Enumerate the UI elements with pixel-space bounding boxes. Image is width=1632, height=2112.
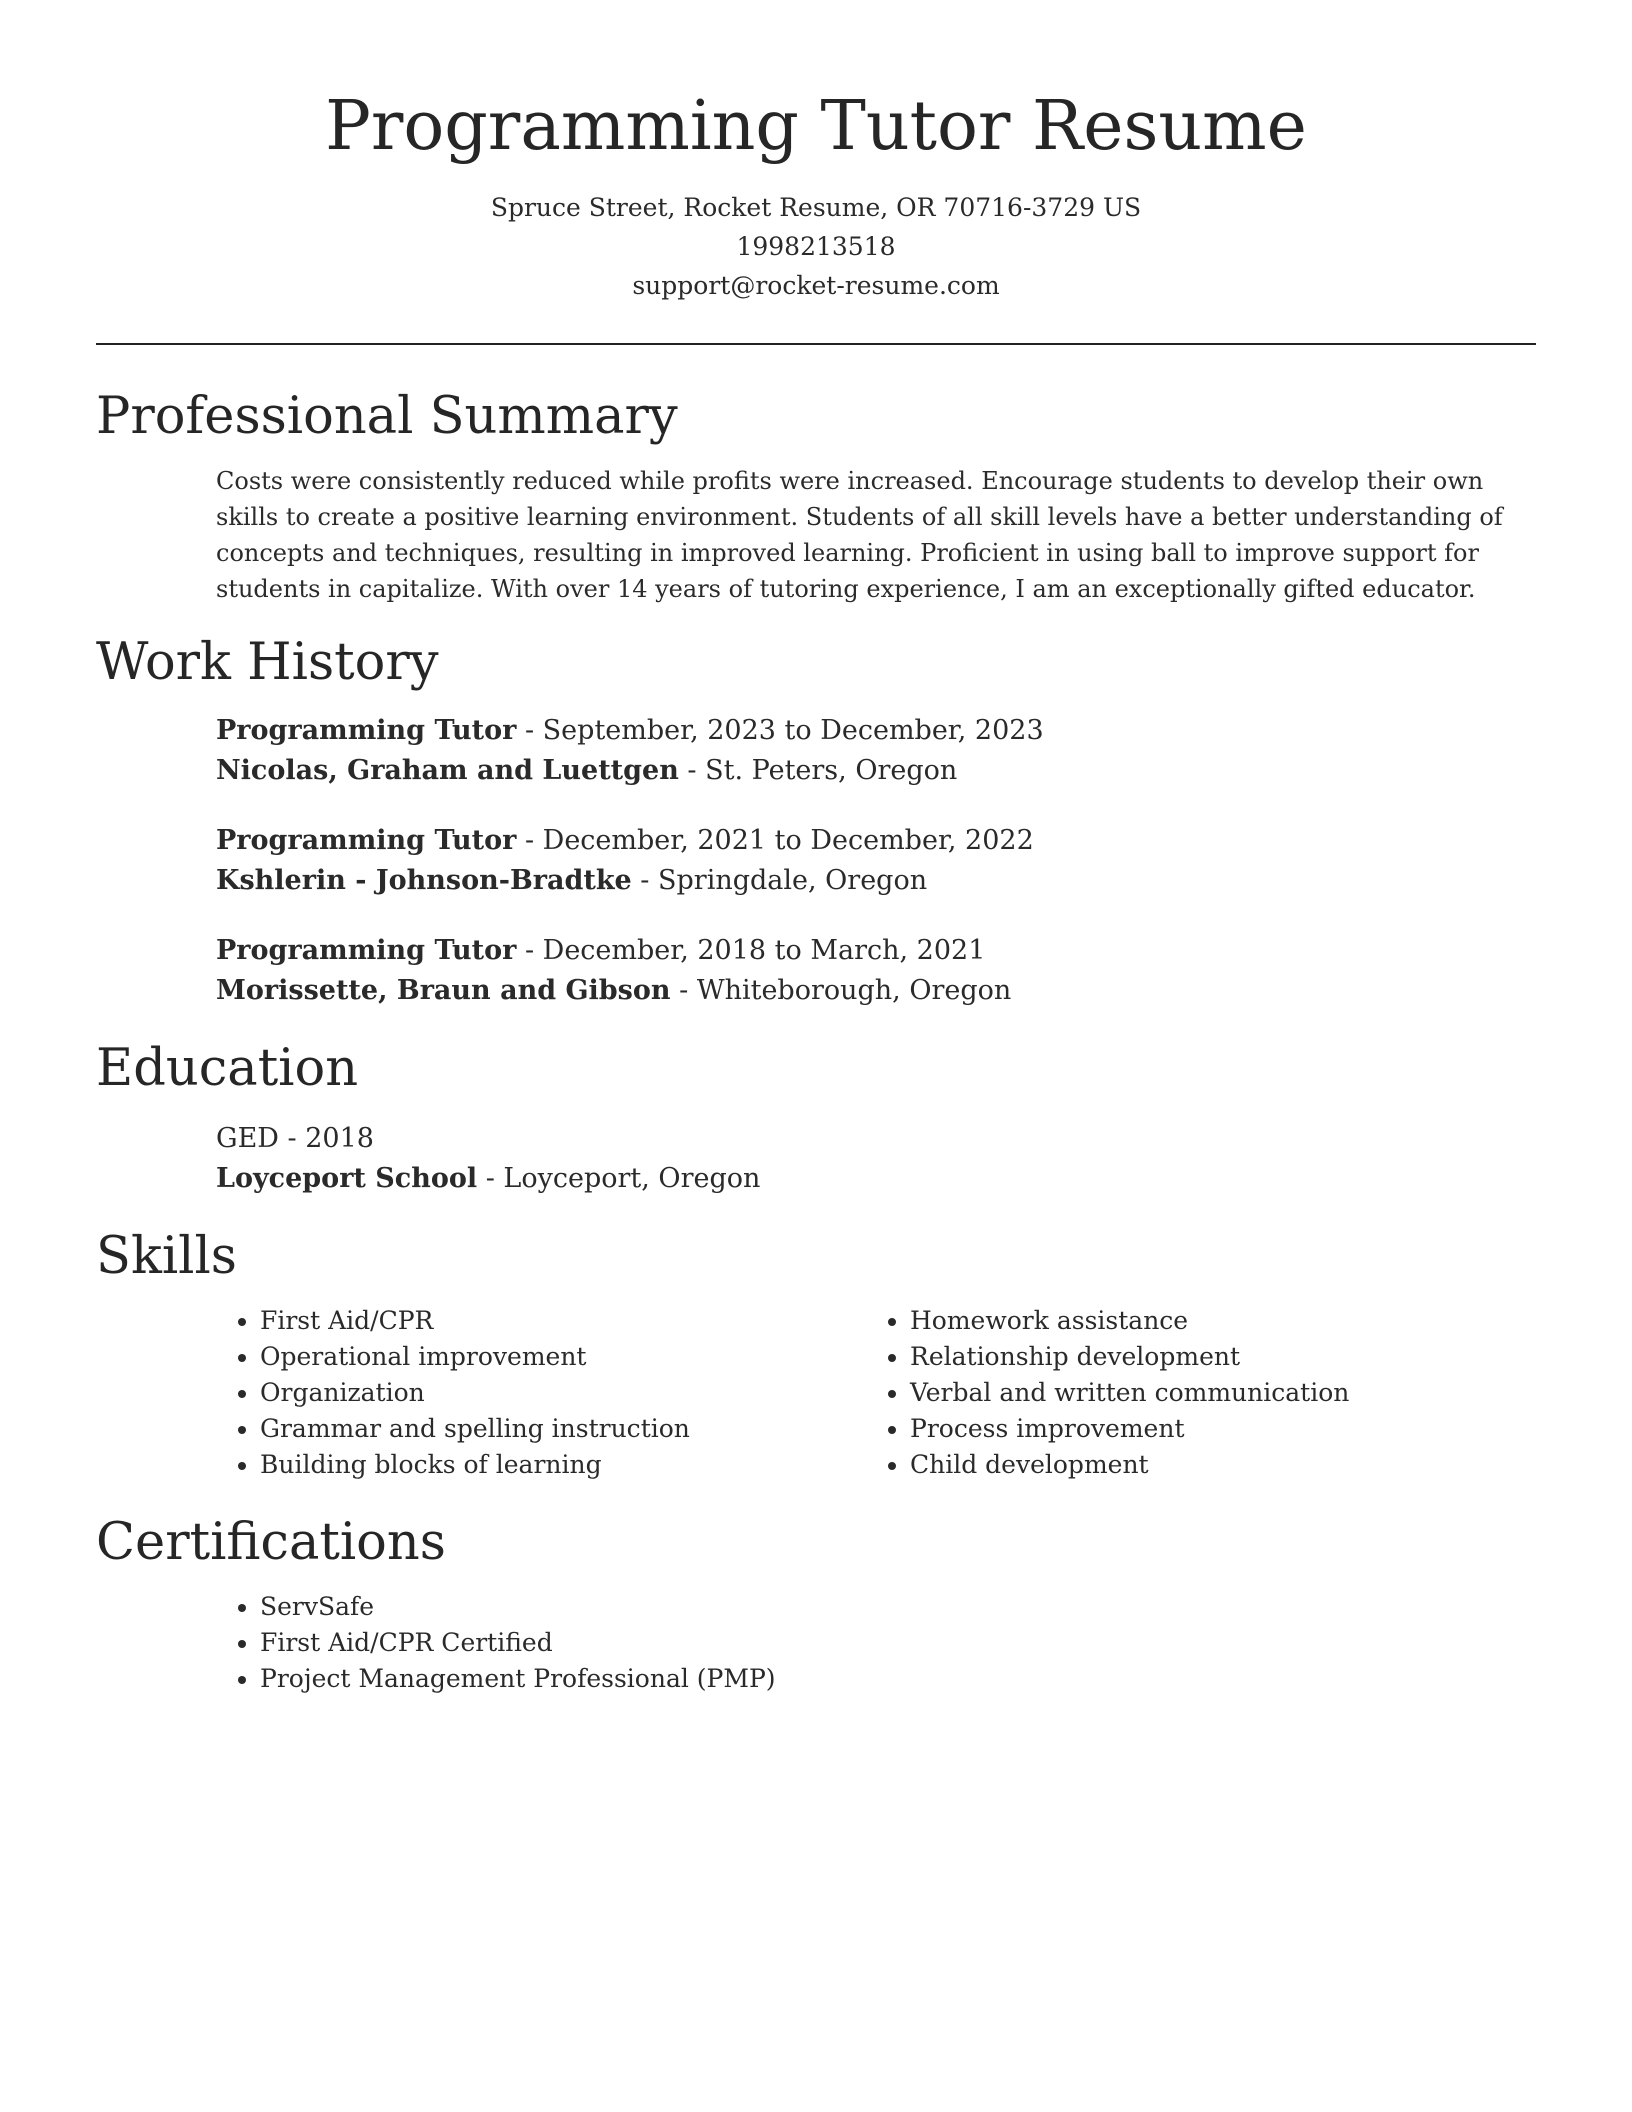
job-company: Nicolas, Graham and Luettgen [216,755,679,786]
skill-item: • Homework assistance [910,1303,1516,1339]
header-divider [96,343,1536,345]
job-company: Morissette, Braun and Gibson [216,975,671,1006]
job-dates: - December, 2018 to March, 2021 [516,935,986,966]
summary-text: Costs were consistently reduced while profits were increased. Encourage students to develop their own skills to create a positive learning environment. Students of all skill levels have a better understanding of concepts and techniques, resulting in improved learning. Proficient in using ball to improve support for students in capitalize. With over 14 years of tutoring experience, I am an exceptionally gifted educator. [216,467,1503,603]
summary-heading: Professional Summary [96,387,678,446]
certification-item: • First Aid/CPR Certified [260,1625,1536,1661]
education-entry [216,1119,1536,1199]
skill-item: • Building blocks of learning [260,1447,866,1483]
education-location: - Loyceport, Oregon [477,1163,761,1194]
contact-info [96,188,1536,305]
skill-item: • Relationship development [910,1339,1516,1375]
education-school-line [216,1159,1536,1199]
education-school: Loyceport School [216,1163,478,1194]
job-role: Programming Tutor [216,715,517,746]
education-heading: Education [96,1039,359,1098]
work-history-list [216,711,1536,1011]
job-title-line [216,931,1536,971]
skill-item: • First Aid/CPR [260,1303,866,1339]
job-company: Kshlerin - Johnson-Bradtke [216,865,632,896]
job-company-line [216,861,1536,901]
job-company-line [216,971,1536,1011]
job-role: Programming Tutor [216,935,517,966]
certifications-list [216,1589,1536,1697]
skill-item: • Organization [260,1375,866,1411]
contact-email: support@rocket-resume.com [632,271,1000,300]
skills-heading: Skills [96,1227,237,1286]
job-title-line [216,711,1536,751]
certification-item: • ServSafe [260,1589,1536,1625]
skills-list-left [216,1303,866,1483]
job-location: - Whiteborough, Oregon [670,975,1012,1006]
contact-address: Spruce Street, Rocket Resume, OR 70716-3729 US [490,193,1142,222]
job-location: - Springdale, Oregon [631,865,928,896]
education-section [96,1039,1536,1199]
certifications-list-wrap [216,1589,1536,1697]
work-history-section [96,633,1536,1011]
skills-column-right [866,1303,1516,1483]
skill-item: • Operational improvement [260,1339,866,1375]
skills-column-left [216,1303,866,1483]
education-degree-line [216,1119,1536,1159]
certification-item: • Project Management Professional (PMP) [260,1661,1536,1697]
job-location: - St. Peters, Oregon [678,755,958,786]
skill-item: • Verbal and written communication [910,1375,1516,1411]
work-history-heading: Work History [96,633,439,692]
summary-section [96,387,1536,607]
resume-page [96,0,1536,1697]
resume-title: Programming Tutor Resume [325,87,1307,166]
education-year: - 2018 [278,1123,374,1154]
skills-list-right [866,1303,1516,1483]
education-degree: GED [216,1123,279,1154]
skills-section [96,1227,1536,1483]
skill-item: • Child development [910,1447,1516,1483]
skill-item: • Process improvement [910,1411,1516,1447]
job-title-line [216,821,1536,861]
certifications-section [96,1513,1536,1697]
job-role: Programming Tutor [216,825,517,856]
certifications-heading: Certifications [96,1513,446,1572]
job-dates: - December, 2021 to December, 2022 [516,825,1034,856]
job-dates: - September, 2023 to December, 2023 [516,715,1044,746]
skill-item: • Grammar and spelling instruction [260,1411,866,1447]
contact-phone: 1998213518 [736,232,896,261]
job-entry [216,711,1536,791]
resume-header [96,0,1536,305]
job-entry [216,931,1536,1011]
job-company-line [216,751,1536,791]
job-entry [216,821,1536,901]
skills-grid [216,1303,1536,1483]
